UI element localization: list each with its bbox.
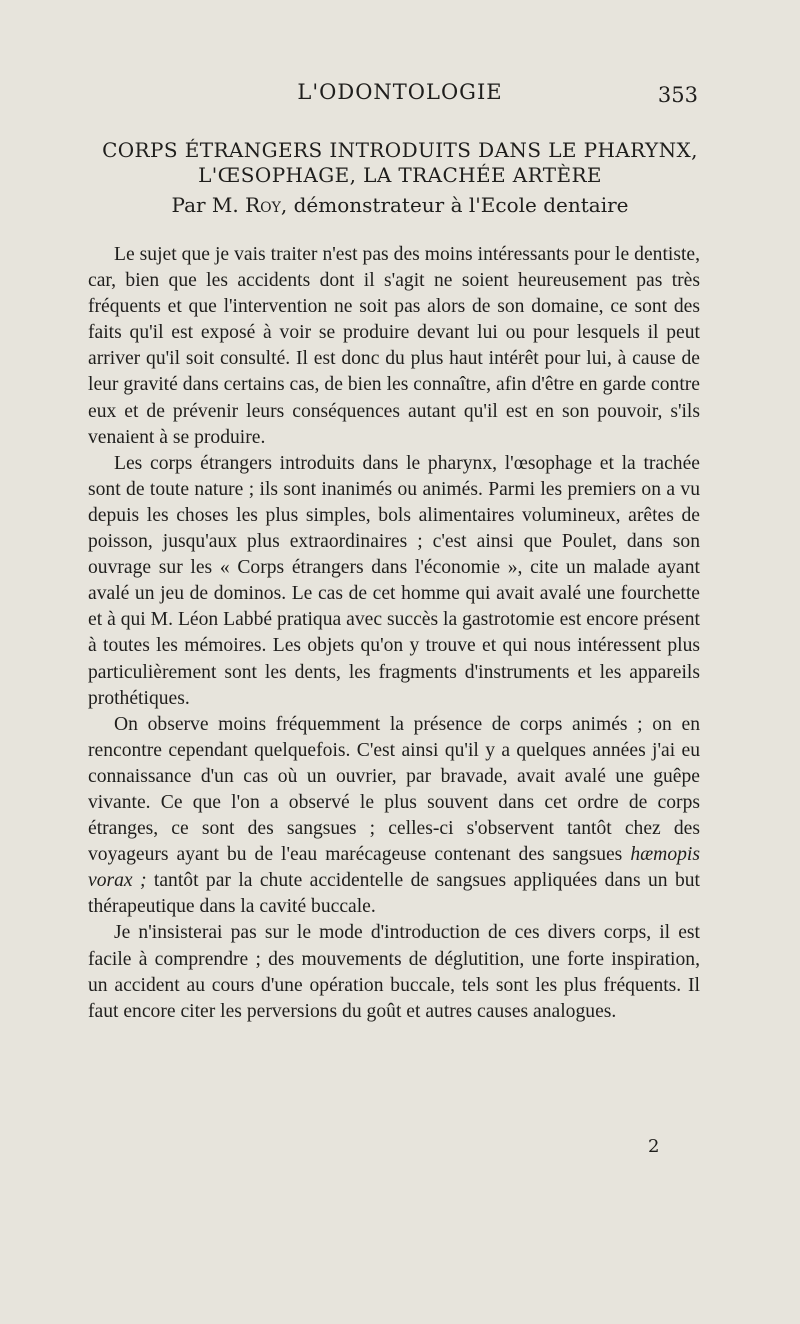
byline	[88, 193, 712, 218]
byline-prefix: Par M.	[171, 193, 239, 217]
paragraph-1: Le sujet que je vais traiter n'est pas des moins intéressants pour le dentiste, car, bien que les accidents dont il s'agit ne soient heureusement pas très fréquents et que l'intervention ne soit pas alors de son domaine, ce sont des faits qu'il est exposé à voir se produire devant lui ou pour lesquels il peut arriver qu'il soit consulté. Il est donc du plus haut intérêt pour lui, à cause de leur gravité dans certains cas, de bien les connaître, afin d'être en garde contre eux et de prévenir leurs conséquences autant qu'il est en son pouvoir, s'ils venaient à se produire.	[88, 244, 700, 448]
article-title	[88, 138, 712, 188]
page-number: 353	[657, 83, 698, 107]
article-title-line-2: L'ŒSOPHAGE, LA TRACHÉE ARTÈRE	[198, 163, 602, 187]
species-name: hæmopis vorax ;	[88, 844, 700, 892]
paragraph-2: Les corps étrangers introduits dans le pharynx, l'œsophage et la trachée sont de toute nature ; ils sont inanimés ou animés. Parmi les premiers on a vu depuis les choses les plus simples, bols alimentaires volumineux, arêtes de poisson, jusqu'aux plus extraordinaires ; c'est ainsi que Poulet, dans son ouvrage sur les « Corps étrangers dans l'économie », cite un malade ayant avalé un jeu de dominos. Le cas de cet homme qui avait avalé une fourchette et à qui M. Léon Labbé pratiqua avec succès la gastrotomie est encore présent à toutes les mémoires. Les objets qu'on y trouve et qui nous intéressent plus particulièrement sont les dents, les fragments d'instruments et les appareils prothétiques.	[88, 452, 700, 709]
article-title-line-1: CORPS ÉTRANGERS INTRODUITS DANS LE PHARYNX,	[102, 138, 698, 162]
running-head	[0, 80, 800, 110]
article-body	[88, 242, 700, 1025]
journal-title: L'ODONTOLOGIE	[297, 80, 503, 104]
paragraph-3-text-a: On observe moins fréquemment la présence de corps animés ; on en rencontre cependant quelquefois. C'est ainsi qu'il y a quelques années j'ai eu connaissance d'un cas où un ouvrier, par bravade, avait avalé une guêpe vivante. Ce que l'on a observé le plus souvent dans cet ordre de corps étranges, ce sont des sangsues ; celles-ci s'observent tantôt chez des voyageurs ayant bu de l'eau marécageuse contenant des sangsues	[88, 713, 700, 866]
paragraph-3-text-b: tantôt par la chute accidentelle de sangsues appliquées dans un but thérapeutique dans la cavité buccale.	[88, 870, 700, 918]
signature-mark: 2	[648, 1136, 660, 1157]
paragraph-3	[88, 712, 700, 921]
author-name: Roy	[245, 193, 281, 217]
paragraph-4: Je n'insisterai pas sur le mode d'introduction de ces divers corps, il est facile à comprendre ; des mouvements de déglutition, une forte inspiration, un accident au cours d'une opération buccale, tels sont les plus fréquents. Il faut encore citer les perversions du goût et autres causes analogues.	[88, 922, 700, 1022]
author-role: , démonstrateur à l'Ecole dentaire	[280, 193, 629, 217]
